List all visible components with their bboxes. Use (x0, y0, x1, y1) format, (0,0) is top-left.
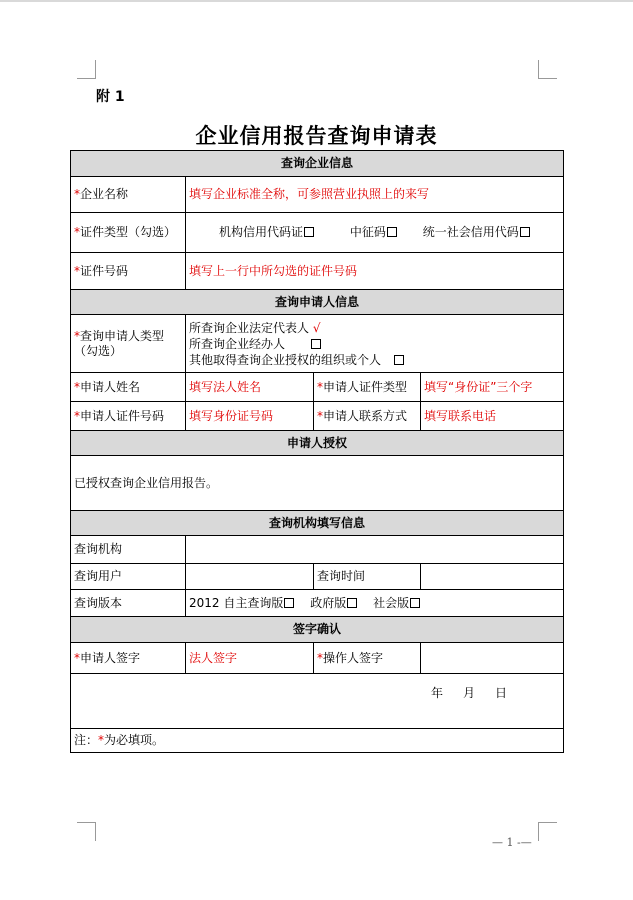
checkbox-zhongzheng[interactable] (387, 227, 397, 237)
applicant-type-option-authorized[interactable]: 其他取得查询企业授权的组织或个人 (189, 352, 560, 368)
section-applicant-info: 查询申请人信息 (71, 290, 564, 315)
cert-option-unified-code[interactable]: 统一社会信用代码 (423, 225, 530, 240)
operator-signature-label: *操作人签字 (314, 643, 421, 674)
query-org-label: 查询机构 (71, 536, 186, 564)
enterprise-name-label: *企业名称 (71, 177, 186, 213)
crop-mark-top-left (77, 60, 96, 79)
enterprise-name-field[interactable]: 填写企业标准全称，可参照营业执照上的来写 (186, 177, 564, 213)
crop-mark-top-right (538, 60, 557, 79)
version-option-social[interactable]: 社会版 (373, 596, 420, 611)
query-version-label: 查询版本 (71, 590, 186, 617)
crop-mark-bottom-left (77, 822, 96, 841)
section-authorization: 申请人授权 (71, 431, 564, 456)
applicant-type-option-handler[interactable]: 所查询企业经办人 (189, 336, 560, 352)
section-institution-info: 查询机构填写信息 (71, 511, 564, 536)
page-number: — 1 -— (492, 836, 532, 849)
version-option-government[interactable]: 政府版 (310, 596, 357, 611)
query-user-field[interactable] (186, 564, 314, 590)
checkbox-self-query[interactable] (284, 598, 294, 608)
cert-type-options (186, 213, 564, 253)
checkbox-unified-code[interactable] (520, 227, 530, 237)
applicant-id-number-label: *申请人证件号码 (71, 402, 186, 431)
applicant-type-label: *查询申请人类型（勾选） (71, 315, 186, 373)
page-title: 企业信用报告查询申请表 (195, 124, 438, 148)
section-enterprise-info: 查询企业信息 (71, 151, 564, 177)
application-form-table (70, 150, 564, 753)
query-user-label: 查询用户 (71, 564, 186, 590)
query-time-label: 查询时间 (314, 564, 421, 590)
cert-number-field[interactable]: 填写上一行中所勾选的证件号码 (186, 253, 564, 290)
checkmark-icon: √ (312, 320, 321, 335)
operator-signature-field[interactable] (421, 643, 564, 674)
applicant-id-type-field[interactable]: 填写“身份证”三个字 (421, 373, 564, 402)
checkbox-authorized[interactable] (394, 355, 404, 365)
applicant-name-label: *申请人姓名 (71, 373, 186, 402)
checkbox-handler[interactable] (311, 339, 321, 349)
checkbox-org-code[interactable] (304, 227, 314, 237)
applicant-signature-field[interactable]: 法人签字 (186, 643, 314, 674)
window-top-edge (0, 0, 633, 2)
applicant-type-options (186, 315, 564, 373)
signature-date: 年 月 日 (431, 686, 508, 700)
authorization-text: 已授权查询企业信用报告。 (71, 456, 564, 511)
query-org-field[interactable] (186, 536, 564, 564)
applicant-name-field[interactable]: 填写法人姓名 (186, 373, 314, 402)
version-option-self[interactable]: 自主查询版 (223, 596, 294, 611)
applicant-id-number-field[interactable]: 填写身份证号码 (186, 402, 314, 431)
section-signature: 签字确认 (71, 617, 564, 643)
cert-type-label: *证件类型（勾选） (71, 213, 186, 253)
applicant-type-option-legal-rep[interactable]: 所查询企业法定代表人 √ (189, 320, 321, 335)
appendix-label: 附 1 (96, 89, 125, 105)
checkbox-government[interactable] (347, 598, 357, 608)
applicant-signature-label: *申请人签字 (71, 643, 186, 674)
footnote: 注：*为必填项。 (71, 729, 564, 753)
applicant-contact-label: *申请人联系方式 (314, 402, 421, 431)
applicant-id-type-label: *申请人证件类型 (314, 373, 421, 402)
signature-date-row (71, 674, 564, 729)
query-time-field[interactable] (421, 564, 564, 590)
cert-number-label: *证件号码 (71, 253, 186, 290)
crop-mark-bottom-right (538, 822, 557, 841)
cert-option-zhongzheng[interactable]: 中征码 (350, 225, 397, 240)
query-version-options: 2012 自主查询版 政府版 社会版 (186, 590, 564, 617)
cert-option-org-code[interactable]: 机构信用代码证 (219, 225, 314, 240)
applicant-contact-field[interactable]: 填写联系电话 (421, 402, 564, 431)
checkbox-social[interactable] (410, 598, 420, 608)
